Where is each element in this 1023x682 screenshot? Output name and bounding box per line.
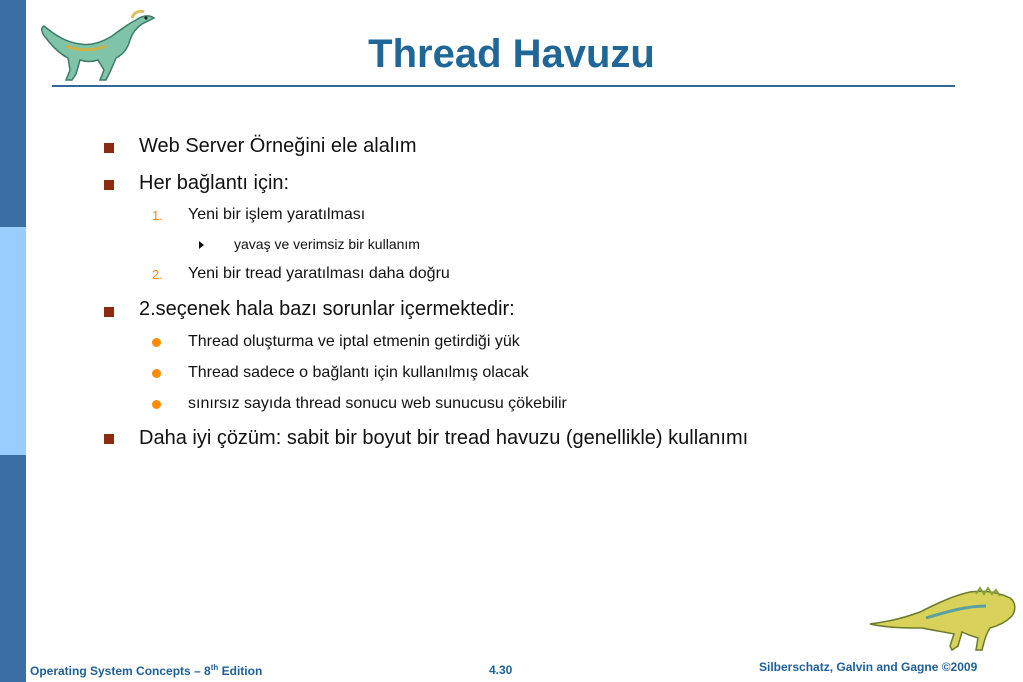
footer-book-title-sup: th (210, 663, 219, 672)
slide-title: Thread Havuzu (368, 32, 655, 76)
square-bullet-icon (104, 307, 114, 317)
footer-book-title-suffix: Edition (218, 664, 263, 678)
sidebar-segment-middle (0, 227, 26, 455)
footer-book-title (30, 663, 262, 678)
dot-bullet-icon (152, 338, 161, 347)
bullet-level2: Yeni bir işlem yaratılması (188, 206, 366, 223)
sidebar-segment-bottom (0, 455, 26, 682)
triangle-bullet-icon (199, 241, 204, 249)
footer-book-title-prefix: Operating System Concepts – 8 (30, 664, 211, 678)
bullet-level1: Her bağlantı için: (139, 172, 290, 194)
bullet-level2: Yeni bir tread yaratılması daha doğru (188, 265, 450, 282)
list-number: 1. (152, 208, 163, 223)
bullet-level3: yavaş ve verimsiz bir kullanım (234, 236, 420, 252)
bullet-level2: sınırsız sayıda thread sonucu web sunucusu çökebilir (188, 395, 567, 412)
square-bullet-icon (104, 143, 114, 153)
title-underline (52, 85, 955, 87)
left-sidebar-band (0, 0, 26, 682)
dot-bullet-icon (152, 400, 161, 409)
bullet-level1: Web Server Örneğini ele alalım (139, 135, 417, 157)
footer-page-number: 4.30 (489, 663, 513, 677)
bullet-level1: 2.seçenek hala bazı sorunlar içermektedir: (139, 298, 515, 320)
bullet-level2: Thread oluşturma ve iptal etmenin getirdiği yük (188, 333, 520, 350)
square-bullet-icon (104, 434, 114, 444)
dot-bullet-icon (152, 369, 161, 378)
footer-authors: Silberschatz, Galvin and Gagne ©2009 (759, 660, 978, 674)
bullet-level1: Daha iyi çözüm: sabit bir boyut bir tread havuzu (genellikle) kullanımı (139, 427, 749, 449)
dinosaur-logo-icon (866, 584, 1018, 660)
bullet-level2: Thread sadece o bağlantı için kullanılmış olacak (188, 364, 529, 381)
list-number: 2. (152, 267, 163, 282)
square-bullet-icon (104, 180, 114, 190)
